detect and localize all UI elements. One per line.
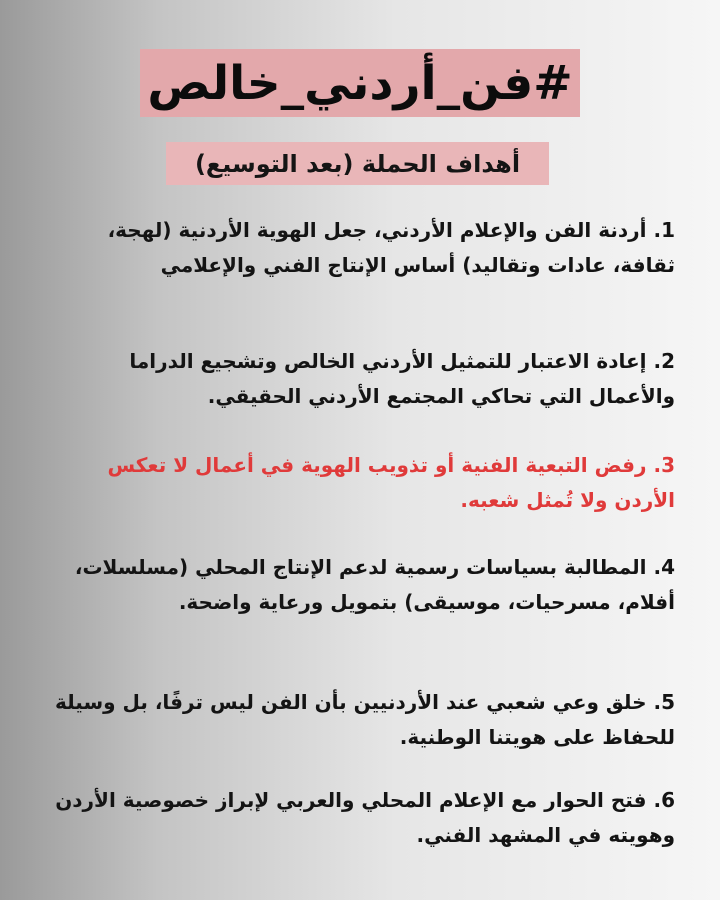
goal-item-4: 4. المطالبة بسياسات رسمية لدعم الإنتاج المحلي (مسلسلات، أفلام، مسرحيات، موسيقى) بتمويل ورعاية واضحة. [74, 555, 675, 614]
goal-item-3-highlighted: 3. رفض التبعية الفنية أو تذويب الهوية في أعمال لا تعكس الأردن ولا تُمثل شعبه. [107, 453, 675, 512]
goal-item-2: 2. إعادة الاعتبار للتمثيل الأردني الخالص وتشجيع الدراما والأعمال التي تحاكي المجتمع الأردني الحقيقي. [129, 349, 675, 408]
hashtag-title: #فن_أردني_خالص [147, 55, 573, 111]
campaign-goals-heading: أهداف الحملة (بعد التوسيع) [194, 149, 521, 178]
title-banner [140, 49, 580, 117]
goal-item-5: 5. خلق وعي شعبي عند الأردنيين بأن الفن ليس ترفًا، بل وسيلة للحفاظ على هويتنا الوطنية. [54, 690, 675, 749]
goal-item-6: 6. فتح الحوار مع الإعلام المحلي والعربي لإبراز خصوصية الأردن وهويته في المشهد الفني. [55, 788, 675, 847]
subtitle-banner [166, 142, 549, 185]
goal-item-1: 1. أردنة الفن والإعلام الأردني، جعل الهوية الأردنية (لهجة، ثقافة، عادات وتقاليد) أساس الإنتاج الفني والإعلامي [107, 218, 675, 277]
